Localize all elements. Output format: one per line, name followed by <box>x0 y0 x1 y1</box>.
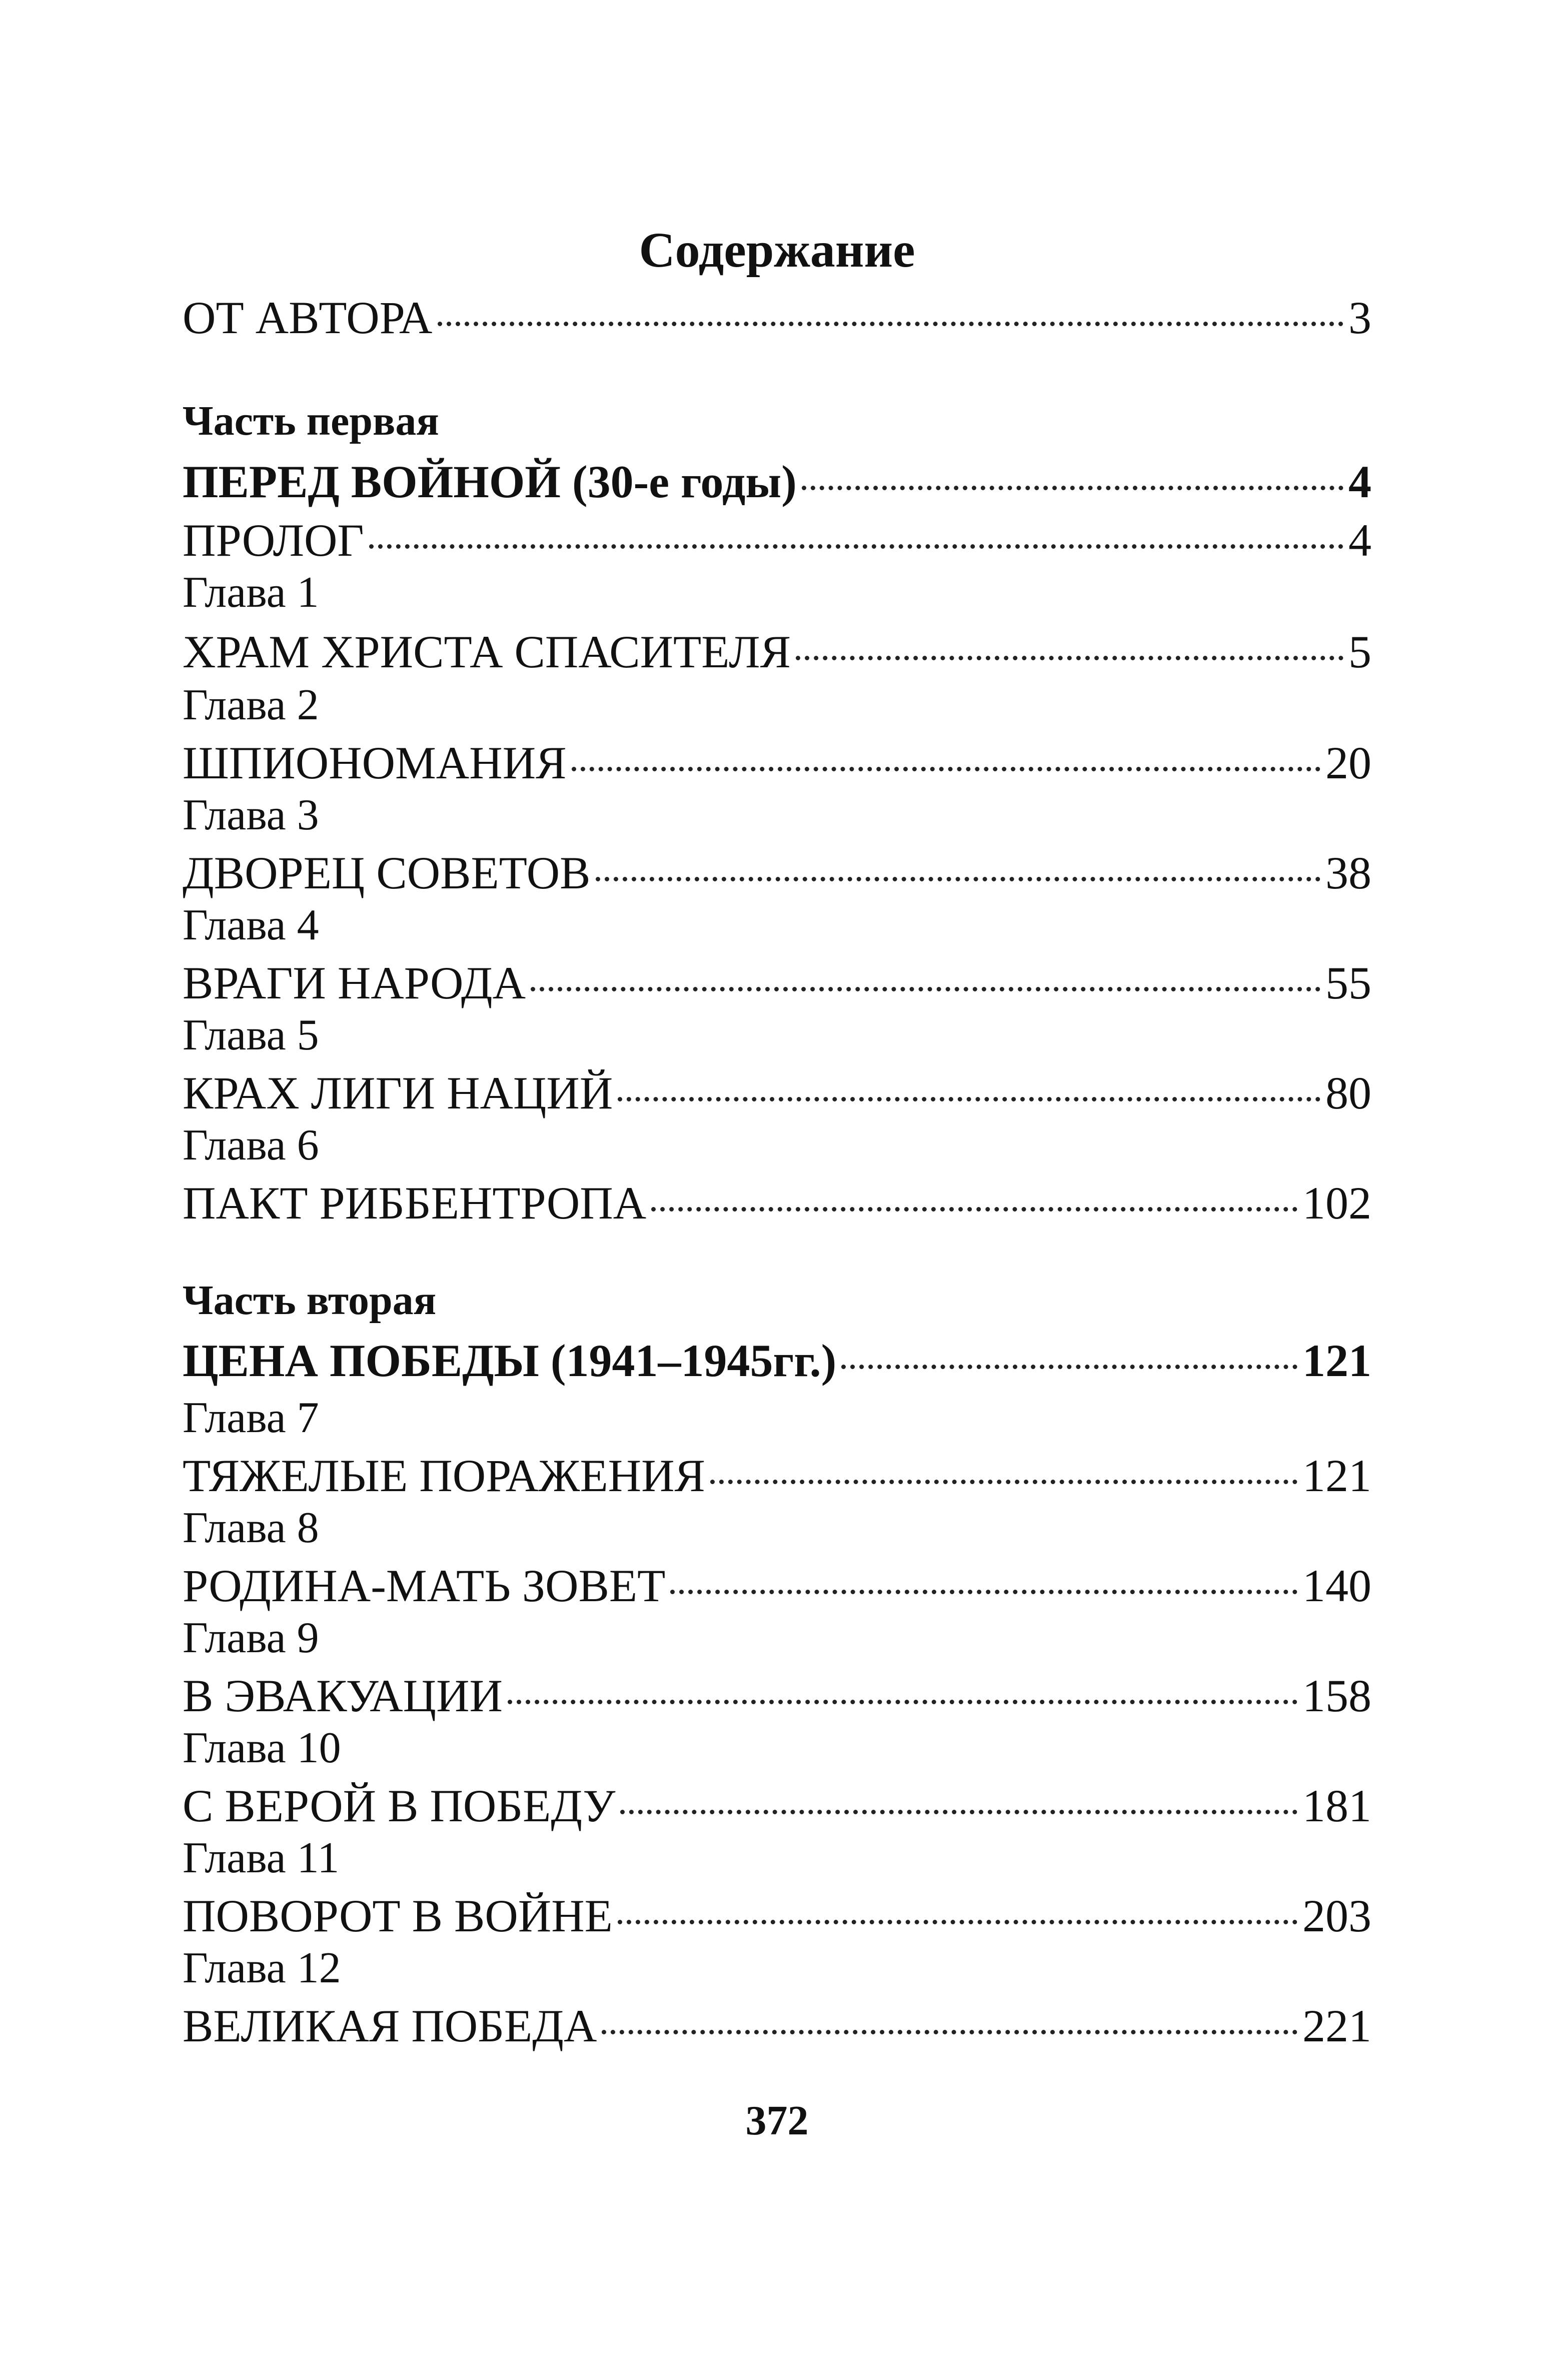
chapter-label: Глава 8 <box>183 1504 319 1552</box>
chapter-label: Глава 2 <box>183 681 319 729</box>
dot-leader <box>618 1920 1297 1924</box>
toc-entry-title: ДВОРЕЦ СОВЕТОВ <box>183 847 591 898</box>
toc-entry-title: В ЭВАКУАЦИИ <box>183 1670 503 1721</box>
toc-entry-title: ТЯЖЕЛЫЕ ПОРАЖЕНИЯ <box>183 1450 705 1501</box>
chapter-label: Глава 7 <box>183 1394 319 1442</box>
toc-entry-chapter-6 <box>183 1168 1371 1238</box>
toc-entry-page: 121 <box>1302 1450 1371 1501</box>
toc-entry-title: КРАХ ЛИГИ НАЦИЙ <box>183 1067 613 1118</box>
part-label: Часть вторая <box>183 1277 437 1324</box>
toc-entry-page: 181 <box>1302 1780 1371 1831</box>
dot-leader <box>531 987 1320 991</box>
toc-entry-chapter-12 <box>183 1991 1371 2061</box>
toc-entry-title: С ВЕРОЙ В ПОБЕДУ <box>183 1780 616 1831</box>
chapter-label: Глава 11 <box>183 1834 340 1882</box>
chapter-label: Глава 5 <box>183 1011 319 1059</box>
toc-entry-part-2 <box>183 1326 1371 1396</box>
table-of-contents <box>183 0 1371 2380</box>
toc-entry-title: ПАКТ РИББЕНТРОПА <box>183 1177 647 1229</box>
toc-entry-page: 4 <box>1348 515 1371 566</box>
toc-entry-title: ШПИОНОМАНИЯ <box>183 737 567 788</box>
chapter-label: Глава 10 <box>183 1724 341 1772</box>
dot-leader <box>508 1700 1297 1704</box>
toc-entry-page: 80 <box>1325 1067 1371 1118</box>
dot-leader <box>670 1590 1297 1594</box>
toc-entry-page: 3 <box>1348 292 1371 343</box>
page-title: Содержание <box>639 222 915 278</box>
toc-entry-preface <box>183 283 1371 353</box>
toc-entry-page: 5 <box>1348 626 1371 677</box>
dot-leader <box>796 656 1343 660</box>
dot-leader <box>618 1097 1320 1101</box>
page-number: 372 <box>745 2097 809 2144</box>
toc-entry-page: 203 <box>1302 1890 1371 1941</box>
toc-entry-page: 4 <box>1348 456 1371 507</box>
dot-leader <box>802 486 1343 490</box>
toc-entry-title: РОДИНА-МАТЬ ЗОВЕТ <box>183 1560 666 1611</box>
dot-leader <box>596 877 1320 881</box>
dot-leader <box>710 1480 1297 1484</box>
chapter-label: Глава 6 <box>183 1121 319 1169</box>
dot-leader <box>438 322 1344 326</box>
toc-entry-page: 221 <box>1302 2000 1371 2051</box>
toc-entry-title: ОТ АВТОРА <box>183 292 433 343</box>
toc-entry-page: 38 <box>1325 847 1371 898</box>
chapter-label: Глава 9 <box>183 1614 319 1662</box>
toc-entry-title: ХРАМ ХРИСТА СПАСИТЕЛЯ <box>183 626 791 677</box>
toc-entry-title: ВРАГИ НАРОДА <box>183 957 526 1008</box>
dot-leader <box>841 1365 1297 1369</box>
toc-entry-title: ПРОЛОГ <box>183 515 364 566</box>
toc-entry-page: 121 <box>1302 1335 1371 1386</box>
dot-leader <box>369 544 1343 549</box>
dot-leader <box>620 1810 1297 1814</box>
chapter-label: Глава 12 <box>183 1944 341 1992</box>
toc-entry-page: 20 <box>1325 737 1371 788</box>
toc-entry-page: 55 <box>1325 957 1371 1008</box>
part-label: Часть первая <box>183 398 439 444</box>
toc-entry-page: 158 <box>1302 1670 1371 1721</box>
chapter-label: Глава 3 <box>183 791 319 839</box>
toc-entry-page: 102 <box>1302 1177 1371 1229</box>
dot-leader <box>572 767 1321 771</box>
dot-leader <box>651 1207 1297 1212</box>
chapter-label: Глава 4 <box>183 901 319 949</box>
dot-leader <box>602 2030 1297 2034</box>
toc-entry-page: 140 <box>1302 1560 1371 1611</box>
toc-entry-title: ПОВОРОТ В ВОЙНЕ <box>183 1890 613 1941</box>
toc-entry-title: ПЕРЕД ВОЙНОЙ (30-е годы) <box>183 456 797 507</box>
chapter-label: Глава 1 <box>183 568 319 617</box>
toc-entry-title: ЦЕНА ПОБЕДЫ (1941–1945гг.) <box>183 1335 837 1386</box>
toc-entry-title: ВЕЛИКАЯ ПОБЕДА <box>183 2000 597 2051</box>
